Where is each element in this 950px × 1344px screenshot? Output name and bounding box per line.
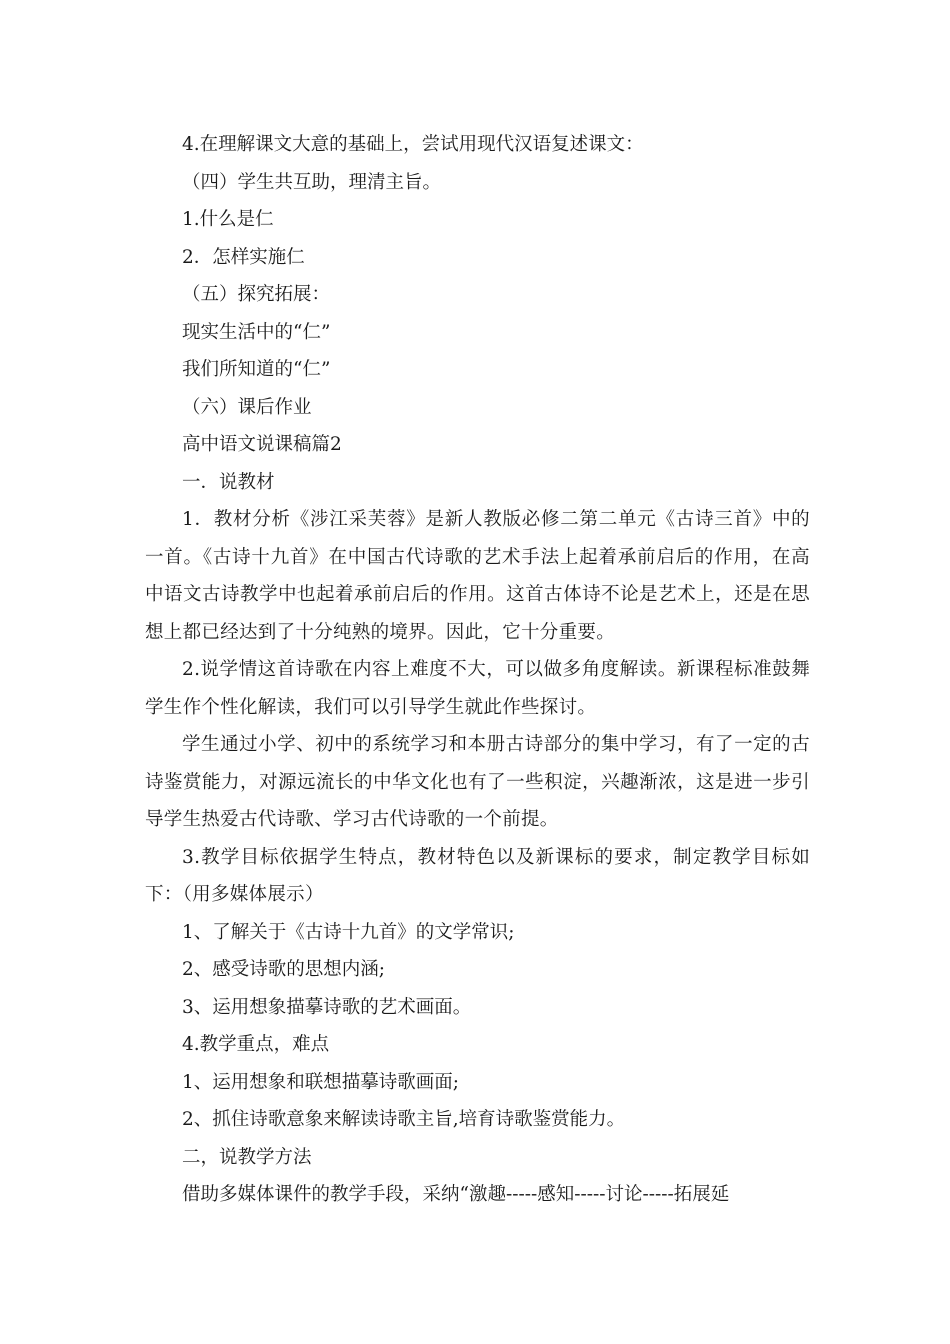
text-line: 1.什么是仁 bbox=[182, 209, 274, 230]
text-line: 借助多媒体课件的教学手段，采纳“激趣-----感知-----讨论-----拓展延 bbox=[182, 1184, 730, 1205]
section-title: 高中语文说课稿篇2 bbox=[182, 434, 342, 455]
paragraph: 1．教材分析《涉江采芙蓉》是新人教版必修二第二单元《古诗三首》中的一首。《古诗十九首》在中国古代诗歌的艺术手法上起着承前启后的作用，在高中语文古诗教学中也起着承前启后的作用。这首古体诗不论是艺术上，还是在思想上都已经达到了十分纯熟的境界。因此，它十分重要。 bbox=[145, 509, 810, 643]
text-line: 4.教学重点，难点 bbox=[182, 1034, 330, 1055]
text-line: 现实生活中的“仁” bbox=[182, 321, 331, 343]
document-body bbox=[145, 126, 810, 1214]
paragraph: 2.说学情这首诗歌在内容上难度不大，可以做多角度解读。新课程标准鼓舞学生作个性化解读，我们可以引导学生就此作些探讨。 bbox=[145, 659, 810, 718]
text-line: （四）学生共互助，理清主旨。 bbox=[182, 171, 442, 193]
text-line: （六）课后作业 bbox=[182, 396, 312, 418]
text-line: 2、感受诗歌的思想内涵; bbox=[182, 959, 386, 980]
heading-line: 二，说教学方法 bbox=[182, 1146, 312, 1168]
paragraph: 学生通过小学、初中的系统学习和本册古诗部分的集中学习，有了一定的古诗鉴赏能力，对源远流长的中华文化也有了一些积淀，兴趣渐浓，这是进一步引导学生热爱古代诗歌、学习古代诗歌的一个前提。 bbox=[145, 734, 810, 830]
text-line: （五）探究拓展： bbox=[182, 284, 331, 305]
text-line: 我们所知道的“仁” bbox=[182, 359, 331, 380]
text-line: 1、运用想象和联想描摹诗歌画面; bbox=[182, 1071, 460, 1093]
text-line: 2．怎样实施仁 bbox=[182, 246, 305, 268]
heading-line: 一．说教材 bbox=[182, 471, 275, 493]
text-line: 3、运用想象描摹诗歌的艺术画面。 bbox=[182, 996, 472, 1018]
paragraph: 3.教学目标依据学生特点，教材特色以及新课标的要求，制定教学目标如下：（用多媒体展示） bbox=[145, 846, 810, 905]
text-line: 2、抓住诗歌意象来解读诗歌主旨,培育诗歌鉴赏能力。 bbox=[182, 1109, 626, 1130]
text-line: 1、了解关于《古诗十九首》的文学常识; bbox=[182, 921, 515, 943]
text-line: 4.在理解课文大意的基础上，尝试用现代汉语复述课文： bbox=[182, 134, 644, 155]
